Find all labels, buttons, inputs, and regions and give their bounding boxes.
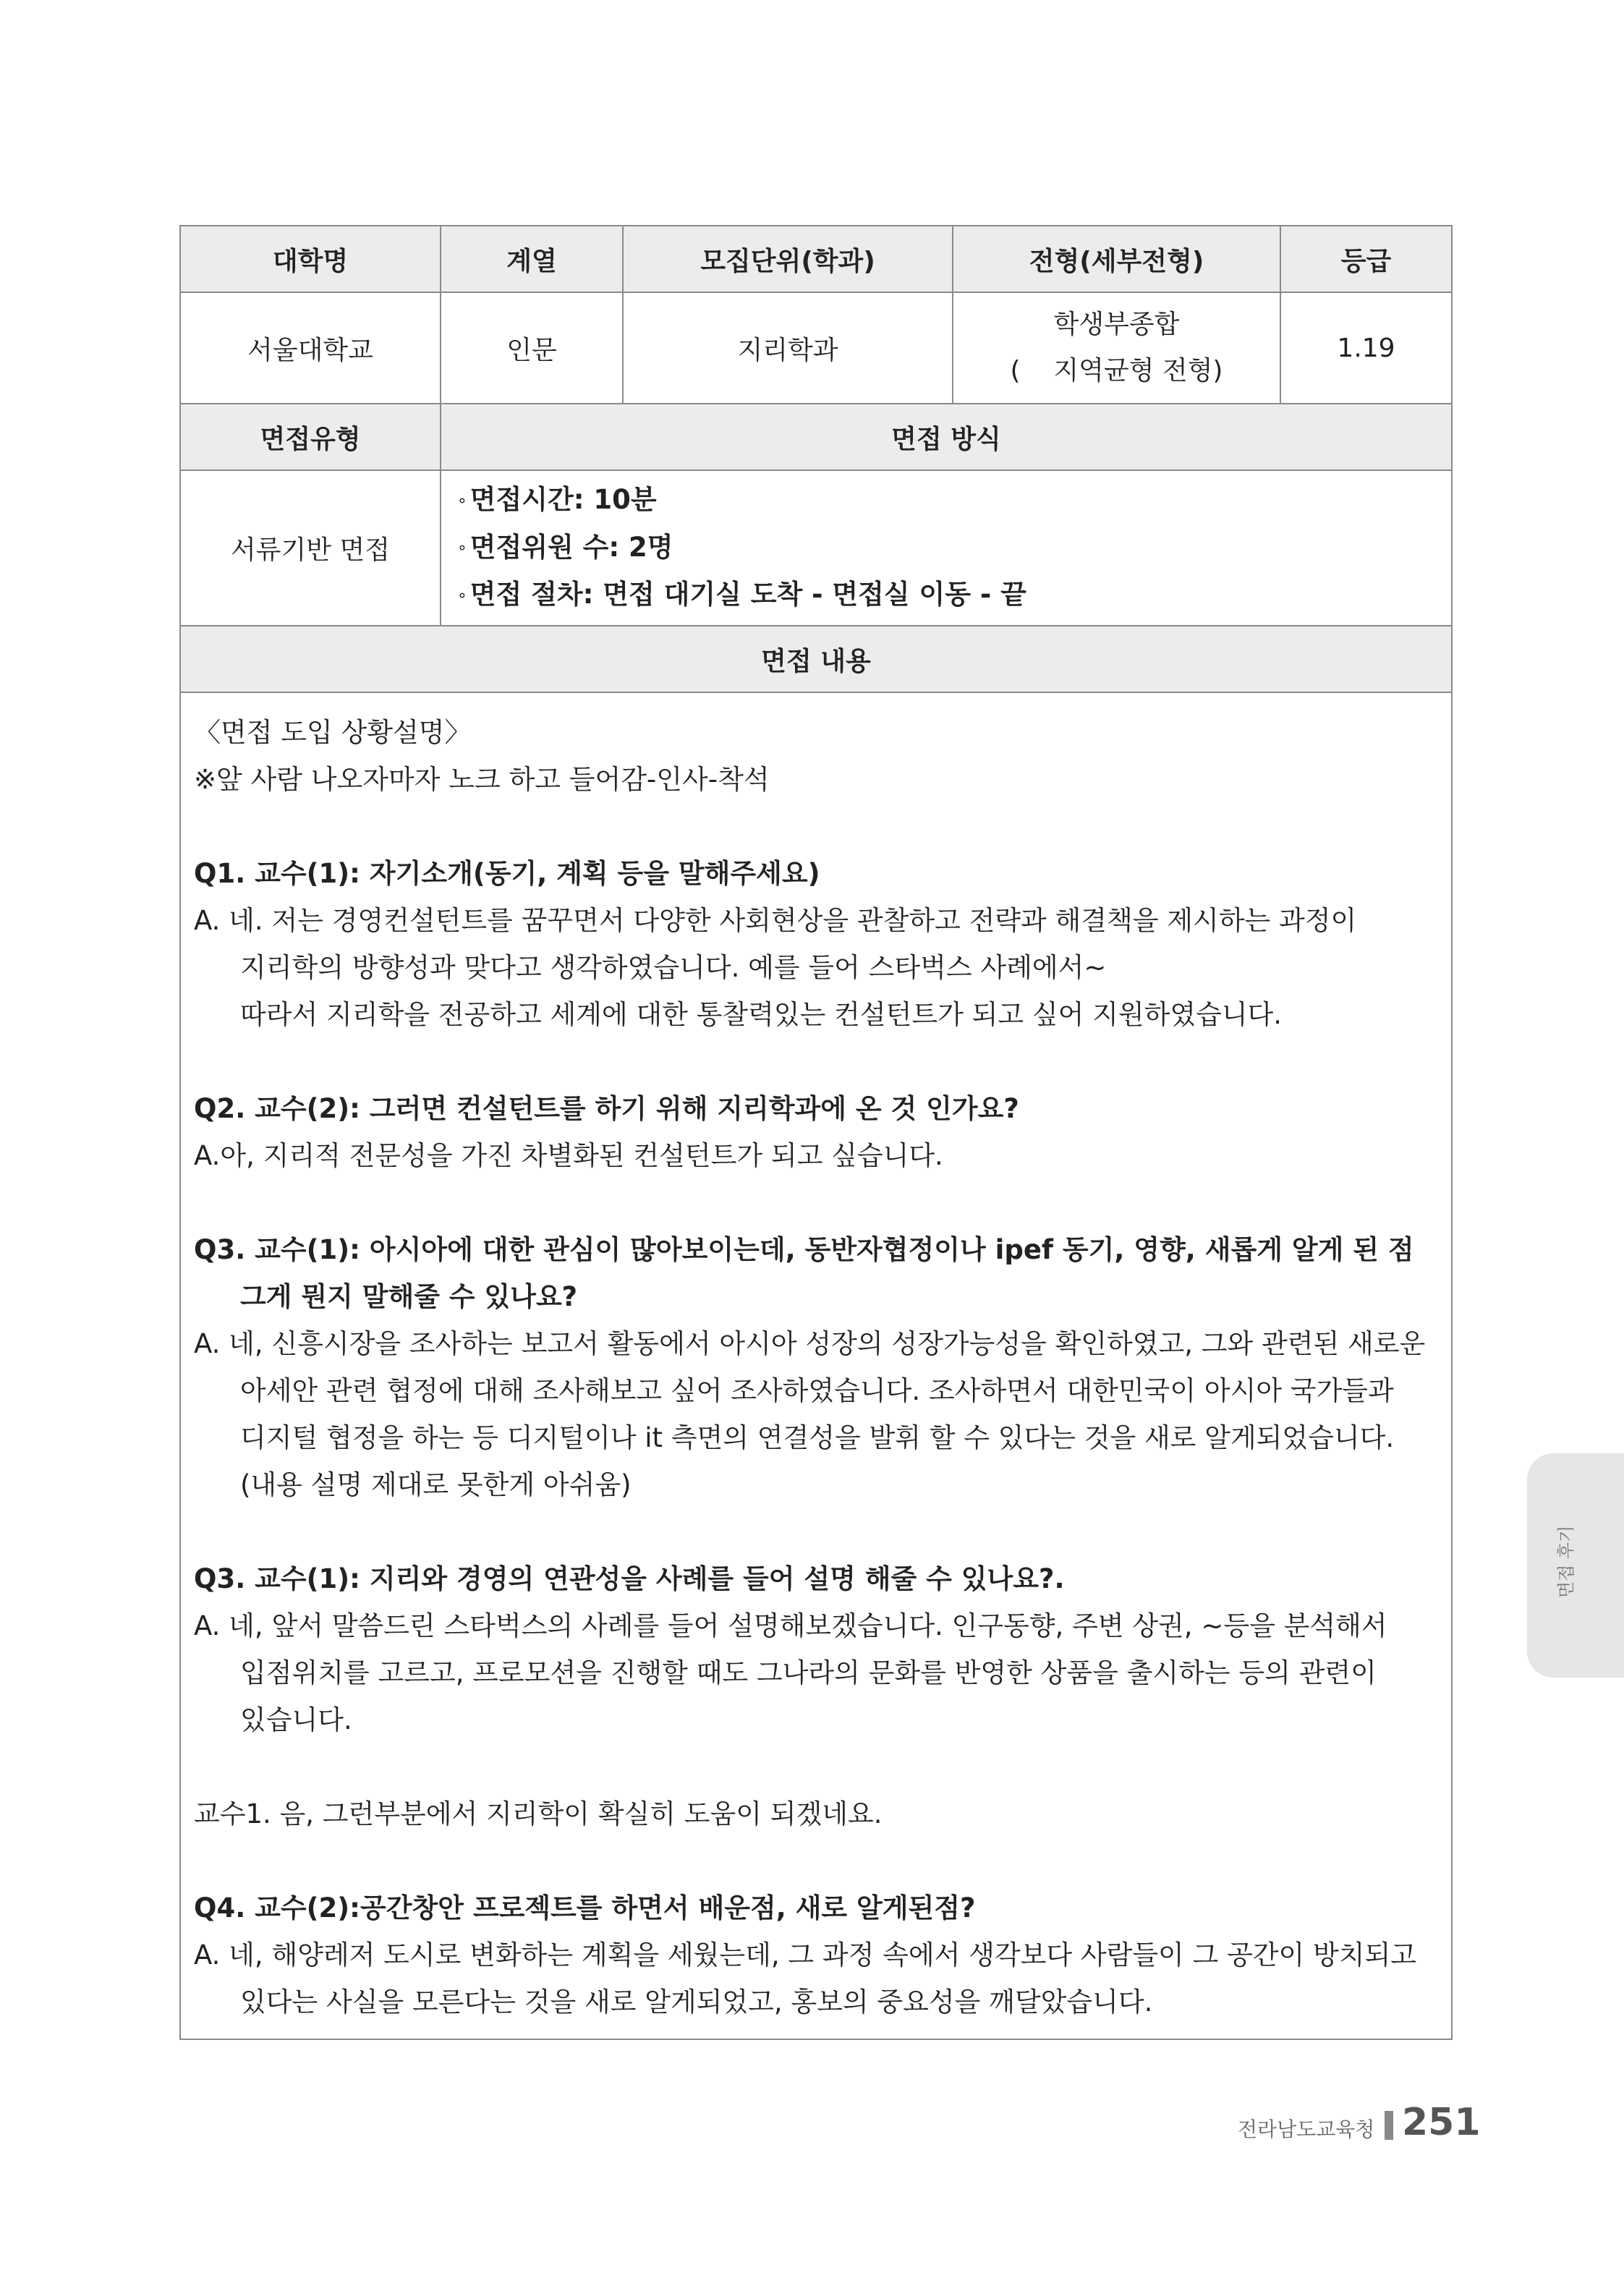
intro-text: ※앞 사람 나오자마자 노크 하고 들어감-인사-착석 xyxy=(194,764,770,795)
method-item-procedure: ∘ 면접 절차: 면접 대기실 도착 - 면접실 이동 - 끝 xyxy=(457,579,1026,611)
q3-answer-3: 디지털 협정을 하는 등 디지털이나 it 측면의 연결성을 발휘 할 수 있다는 것을 새로 알게되었습니다. xyxy=(240,1422,1395,1453)
header-department: 모집단위(학과) xyxy=(623,226,953,292)
footer-divider xyxy=(1385,2111,1393,2140)
content-row xyxy=(180,692,1452,2039)
professor-comment: 교수1. 음, 그런부분에서 지리학이 확실히 도움이 되겠네요. xyxy=(194,1798,883,1829)
q3-question-2: 그게 뭔지 말해줄 수 있나요? xyxy=(240,1281,578,1312)
admission-cell xyxy=(953,292,1280,404)
admission-line-1: 학생부종합 xyxy=(1053,310,1180,339)
q3b-answer-2: 입점위치를 고르고, 프로모션을 진행할 때도 그나라의 문화를 반영한 상품을 출시하는 등의 관련이 xyxy=(240,1657,1377,1688)
q3-question-1: Q3. 교수(1): 아시아에 대한 관심이 많아보이는데, 동반자협정이나 ipef 동기, 영향, 새롭게 알게 된 점 xyxy=(194,1234,1414,1265)
q4-answer-1: A. 네, 해양레저 도시로 변화하는 계획을 세웠는데, 그 과정 속에서 생각보다 사람들이 그 공간이 방치되고 xyxy=(194,1939,1417,1971)
q2-question: Q2. 교수(2): 그러면 컨설턴트를 하기 위해 지리학과에 온 것 인가요? xyxy=(194,1093,1019,1124)
admission-line-2: ( 지역균형 전형) xyxy=(1010,356,1223,386)
content-header: 면접 내용 xyxy=(180,626,1452,692)
q2-answer: A.아, 지리적 전문성을 가진 차별화된 컨설턴트가 되고 싶습니다. xyxy=(194,1140,943,1171)
q3-answer-4: (내용 설명 제대로 못한게 아쉬움) xyxy=(240,1469,632,1500)
q3b-question: Q3. 교수(1): 지리와 경영의 연관성을 사례를 들어 설명 해줄 수 있나요?. xyxy=(194,1563,1065,1594)
header-grade: 등급 xyxy=(1280,226,1452,292)
header-row xyxy=(180,226,1452,292)
q3-answer-2: 아세안 관련 협정에 대해 조사해보고 싶어 조사하였습니다. 조사하면서 대한민국이 아시아 국가들과 xyxy=(240,1375,1394,1406)
q1-answer-1: A. 네. 저는 경영컨설턴트를 꿈꾸면서 다양한 사회현상을 관찰하고 전략과 해결책을 제시하는 과정이 xyxy=(194,905,1357,936)
data-row xyxy=(180,292,1452,404)
q1-question: Q1. 교수(1): 자기소개(동기, 계획 등을 말해주세요) xyxy=(194,858,820,889)
side-tab-label: 면접 후기 xyxy=(1556,1525,1576,1598)
page-number: 251 xyxy=(1402,2101,1481,2144)
content-header-row xyxy=(180,626,1452,692)
header-field: 계열 xyxy=(441,226,623,292)
q3b-answer-3: 있습니다. xyxy=(240,1704,352,1735)
q3b-answer-1: A. 네, 앞서 말씀드린 스타벅스의 사례를 들어 설명해보겠습니다. 인구동향, 주변 상권, ~등을 분석해서 xyxy=(194,1610,1387,1641)
footer-org: 전라남도교육청 xyxy=(1238,2117,1375,2141)
content-cell xyxy=(180,692,1452,2039)
interview-method-header: 면접 방식 xyxy=(441,404,1452,470)
interview-header-row xyxy=(180,404,1452,470)
department-cell: 지리학과 xyxy=(623,292,953,404)
university-cell: 서울대학교 xyxy=(180,292,441,404)
interview-row xyxy=(180,470,1452,626)
grade-cell: 1.19 xyxy=(1280,292,1452,404)
field-cell: 인문 xyxy=(441,292,623,404)
q3-answer-1: A. 네, 신흥시장을 조사하는 보고서 활동에서 아시아 성장의 성장가능성을 확인하였고, 그와 관련된 새로운 xyxy=(194,1328,1426,1359)
method-item-time: ∘ 면접시간: 10분 xyxy=(457,484,657,516)
interview-type-header: 면접유형 xyxy=(180,404,441,470)
header-university: 대학명 xyxy=(180,226,441,292)
side-section-tab xyxy=(1527,1453,1624,1678)
q1-answer-3: 따라서 지리학을 전공하고 세계에 대한 통찰력있는 컨설턴트가 되고 싶어 지원하였습니다. xyxy=(240,999,1283,1030)
bullet-icon: ∘ xyxy=(457,539,467,558)
bullet-icon: ∘ xyxy=(457,586,467,605)
q4-question: Q4. 교수(2):공간창안 프로젝트를 하면서 배운점, 새로 알게된점? xyxy=(194,1892,976,1924)
bullet-icon: ∘ xyxy=(457,491,467,510)
header-admission: 전형(세부전형) xyxy=(953,226,1280,292)
interview-method-cell xyxy=(441,470,1452,626)
method-item-panel: ∘ 면접위원 수: 2명 xyxy=(457,531,673,563)
interview-type-cell: 서류기반 면접 xyxy=(180,470,441,626)
intro-title: 〈면접 도입 상황설명〉 xyxy=(194,717,472,748)
q4-answer-2: 있다는 사실을 모른다는 것을 새로 알게되었고, 홍보의 중요성을 깨달았습니다. xyxy=(240,1986,1153,2018)
interview-table xyxy=(179,225,1453,2040)
q1-answer-2: 지리학의 방향성과 맞다고 생각하였습니다. 예를 들어 스타벅스 사례에서~ xyxy=(240,952,1107,983)
